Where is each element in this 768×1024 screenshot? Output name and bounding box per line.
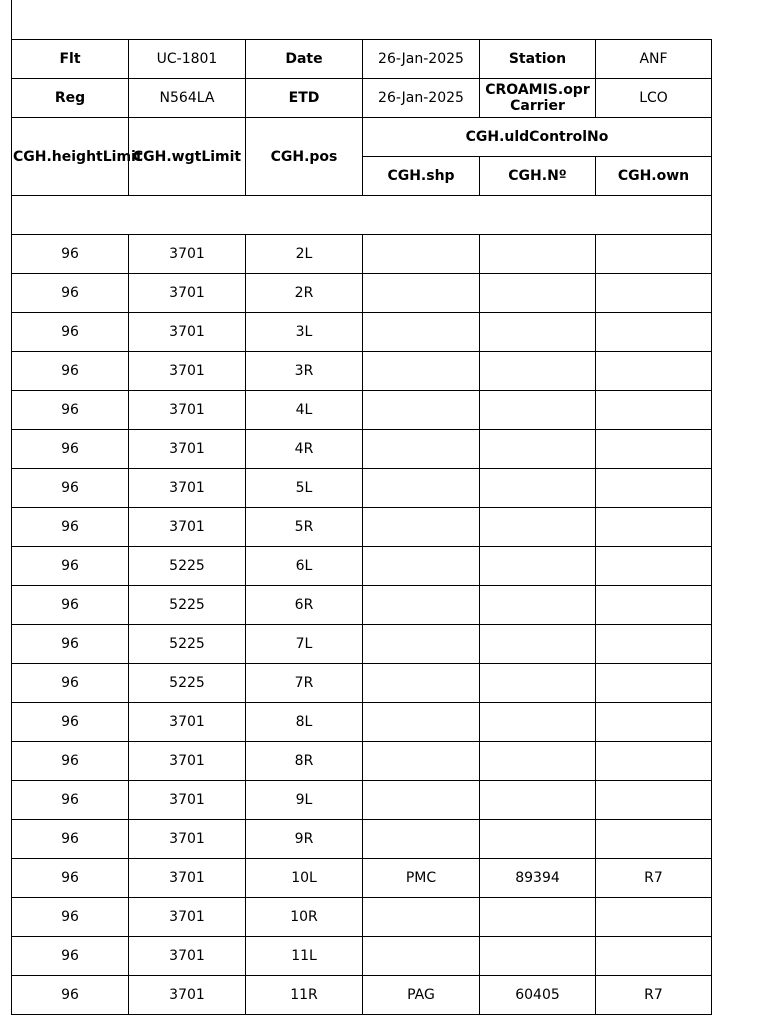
shp-cell[interactable] xyxy=(363,664,480,703)
wgt-limit-cell: 5225 xyxy=(129,625,246,664)
table-row xyxy=(12,235,712,274)
pos-cell: 4L xyxy=(246,391,363,430)
height-limit-cell: 96 xyxy=(12,235,129,274)
pos-cell: 9L xyxy=(246,781,363,820)
own-cell[interactable] xyxy=(596,274,712,313)
station-value[interactable]: ANF xyxy=(596,40,712,79)
own-cell[interactable] xyxy=(596,586,712,625)
own-cell[interactable] xyxy=(596,469,712,508)
height-limit-cell: 96 xyxy=(12,625,129,664)
col-no: CGH.Nº xyxy=(480,157,596,196)
no-cell[interactable] xyxy=(480,469,596,508)
no-cell[interactable] xyxy=(480,235,596,274)
height-limit-cell: 96 xyxy=(12,742,129,781)
shp-cell[interactable] xyxy=(363,625,480,664)
date-value[interactable]: 26-Jan-2025 xyxy=(363,40,480,79)
no-cell[interactable] xyxy=(480,313,596,352)
wgt-limit-cell: 5225 xyxy=(129,586,246,625)
height-limit-cell: 96 xyxy=(12,469,129,508)
no-cell[interactable]: 89394 xyxy=(480,859,596,898)
carrier-value[interactable]: LCO xyxy=(596,79,712,118)
wgt-limit-cell: 3701 xyxy=(129,313,246,352)
shp-cell[interactable] xyxy=(363,586,480,625)
no-cell[interactable] xyxy=(480,430,596,469)
wgt-limit-cell: 3701 xyxy=(129,703,246,742)
no-cell[interactable] xyxy=(480,547,596,586)
table-row xyxy=(12,508,712,547)
wgt-limit-cell: 3701 xyxy=(129,937,246,976)
shp-cell[interactable] xyxy=(363,469,480,508)
wgt-limit-cell: 3701 xyxy=(129,508,246,547)
table-row xyxy=(12,469,712,508)
carrier-label xyxy=(480,79,596,118)
table-row xyxy=(12,391,712,430)
no-cell[interactable] xyxy=(480,781,596,820)
pos-cell: 8R xyxy=(246,742,363,781)
pos-cell: 2L xyxy=(246,235,363,274)
no-cell[interactable]: 60405 xyxy=(480,976,596,1015)
wgt-limit-cell: 5225 xyxy=(129,547,246,586)
reg-value[interactable]: N564LA xyxy=(129,79,246,118)
height-limit-cell: 96 xyxy=(12,547,129,586)
height-limit-cell: 96 xyxy=(12,781,129,820)
table-row xyxy=(12,742,712,781)
pos-cell: 2R xyxy=(246,274,363,313)
table-row xyxy=(12,313,712,352)
etd-value[interactable]: 26-Jan-2025 xyxy=(363,79,480,118)
table-row xyxy=(12,859,712,898)
no-cell[interactable] xyxy=(480,274,596,313)
wgt-limit-cell: 3701 xyxy=(129,781,246,820)
wgt-limit-cell: 3701 xyxy=(129,742,246,781)
shp-cell[interactable] xyxy=(363,898,480,937)
table-row xyxy=(12,976,712,1015)
table-row xyxy=(12,352,712,391)
height-limit-cell: 96 xyxy=(12,703,129,742)
shp-cell[interactable]: PMC xyxy=(363,859,480,898)
own-cell[interactable] xyxy=(596,235,712,274)
height-limit-cell: 96 xyxy=(12,859,129,898)
pos-cell: 4R xyxy=(246,430,363,469)
own-cell[interactable] xyxy=(596,313,712,352)
pos-cell: 9R xyxy=(246,820,363,859)
pos-cell: 11R xyxy=(246,976,363,1015)
shp-cell[interactable] xyxy=(363,742,480,781)
own-cell[interactable] xyxy=(596,937,712,976)
shp-cell[interactable] xyxy=(363,547,480,586)
height-limit-cell: 96 xyxy=(12,430,129,469)
pos-cell: 6L xyxy=(246,547,363,586)
pos-cell: 5L xyxy=(246,469,363,508)
table-row xyxy=(12,430,712,469)
left-border-line xyxy=(11,0,12,40)
own-cell[interactable] xyxy=(596,391,712,430)
carrier-label-line2: Carrier xyxy=(510,98,565,114)
table-row xyxy=(12,625,712,664)
col-height-limit: CGH.heightLimit xyxy=(12,118,129,196)
height-limit-cell: 96 xyxy=(12,664,129,703)
height-limit-cell: 96 xyxy=(12,820,129,859)
table-row xyxy=(12,820,712,859)
wgt-limit-cell: 3701 xyxy=(129,235,246,274)
table-row xyxy=(12,664,712,703)
no-cell[interactable] xyxy=(480,508,596,547)
no-cell[interactable] xyxy=(480,586,596,625)
no-cell[interactable] xyxy=(480,352,596,391)
height-limit-cell: 96 xyxy=(12,274,129,313)
col-own: CGH.own xyxy=(596,157,712,196)
header-row-registration xyxy=(12,79,712,118)
wgt-limit-cell: 3701 xyxy=(129,391,246,430)
own-cell[interactable] xyxy=(596,820,712,859)
pos-cell: 6R xyxy=(246,586,363,625)
own-cell[interactable] xyxy=(596,742,712,781)
table-row xyxy=(12,937,712,976)
header-row-flight xyxy=(12,40,712,79)
uld-loading-sheet xyxy=(11,39,712,1015)
own-cell[interactable] xyxy=(596,664,712,703)
etd-label: ETD xyxy=(246,79,363,118)
col-wgt-limit: CGH.wgtLimit xyxy=(129,118,246,196)
shp-cell[interactable] xyxy=(363,430,480,469)
spacer-row xyxy=(12,196,712,235)
own-cell[interactable] xyxy=(596,781,712,820)
flt-label: Flt xyxy=(12,40,129,79)
own-cell[interactable] xyxy=(596,508,712,547)
shp-cell[interactable] xyxy=(363,937,480,976)
carrier-label-line1: CROAMIS.opr xyxy=(485,82,590,98)
height-limit-cell: 96 xyxy=(12,391,129,430)
shp-cell[interactable] xyxy=(363,274,480,313)
pos-cell: 7L xyxy=(246,625,363,664)
no-cell[interactable] xyxy=(480,742,596,781)
pos-cell: 8L xyxy=(246,703,363,742)
wgt-limit-cell: 3701 xyxy=(129,820,246,859)
own-cell[interactable] xyxy=(596,625,712,664)
shp-cell[interactable] xyxy=(363,352,480,391)
height-limit-cell: 96 xyxy=(12,352,129,391)
table-row xyxy=(12,547,712,586)
no-cell[interactable] xyxy=(480,625,596,664)
own-cell[interactable] xyxy=(596,547,712,586)
flt-value[interactable]: UC-1801 xyxy=(129,40,246,79)
own-cell[interactable]: R7 xyxy=(596,976,712,1015)
no-cell[interactable] xyxy=(480,937,596,976)
col-uld-control-no: CGH.uldControlNo xyxy=(363,118,712,157)
shp-cell[interactable] xyxy=(363,508,480,547)
wgt-limit-cell: 3701 xyxy=(129,898,246,937)
table-row xyxy=(12,703,712,742)
height-limit-cell: 96 xyxy=(12,976,129,1015)
height-limit-cell: 96 xyxy=(12,898,129,937)
shp-cell[interactable] xyxy=(363,781,480,820)
no-cell[interactable] xyxy=(480,820,596,859)
no-cell[interactable] xyxy=(480,898,596,937)
col-shp: CGH.shp xyxy=(363,157,480,196)
height-limit-cell: 96 xyxy=(12,937,129,976)
table-row xyxy=(12,781,712,820)
own-cell[interactable] xyxy=(596,430,712,469)
spacer-cell xyxy=(12,196,712,235)
pos-cell: 7R xyxy=(246,664,363,703)
shp-cell[interactable] xyxy=(363,235,480,274)
pos-cell: 10L xyxy=(246,859,363,898)
wgt-limit-cell: 3701 xyxy=(129,274,246,313)
wgt-limit-cell: 5225 xyxy=(129,664,246,703)
wgt-limit-cell: 3701 xyxy=(129,469,246,508)
pos-cell: 3L xyxy=(246,313,363,352)
pos-cell: 5R xyxy=(246,508,363,547)
height-limit-cell: 96 xyxy=(12,586,129,625)
wgt-limit-cell: 3701 xyxy=(129,430,246,469)
pos-cell: 11L xyxy=(246,937,363,976)
date-label: Date xyxy=(246,40,363,79)
no-cell[interactable] xyxy=(480,703,596,742)
shp-cell[interactable] xyxy=(363,313,480,352)
shp-cell[interactable] xyxy=(363,391,480,430)
own-cell[interactable] xyxy=(596,352,712,391)
reg-label: Reg xyxy=(12,79,129,118)
wgt-limit-cell: 3701 xyxy=(129,352,246,391)
own-cell[interactable] xyxy=(596,898,712,937)
table-row xyxy=(12,898,712,937)
no-cell[interactable] xyxy=(480,664,596,703)
pos-cell: 3R xyxy=(246,352,363,391)
wgt-limit-cell: 3701 xyxy=(129,976,246,1015)
pos-cell: 10R xyxy=(246,898,363,937)
column-header-row-1 xyxy=(12,118,712,157)
height-limit-cell: 96 xyxy=(12,313,129,352)
wgt-limit-cell: 3701 xyxy=(129,859,246,898)
table-row xyxy=(12,274,712,313)
shp-cell[interactable]: PAG xyxy=(363,976,480,1015)
shp-cell[interactable] xyxy=(363,703,480,742)
own-cell[interactable]: R7 xyxy=(596,859,712,898)
table-row xyxy=(12,586,712,625)
station-label: Station xyxy=(480,40,596,79)
height-limit-cell: 96 xyxy=(12,508,129,547)
col-pos: CGH.pos xyxy=(246,118,363,196)
shp-cell[interactable] xyxy=(363,820,480,859)
no-cell[interactable] xyxy=(480,391,596,430)
own-cell[interactable] xyxy=(596,703,712,742)
